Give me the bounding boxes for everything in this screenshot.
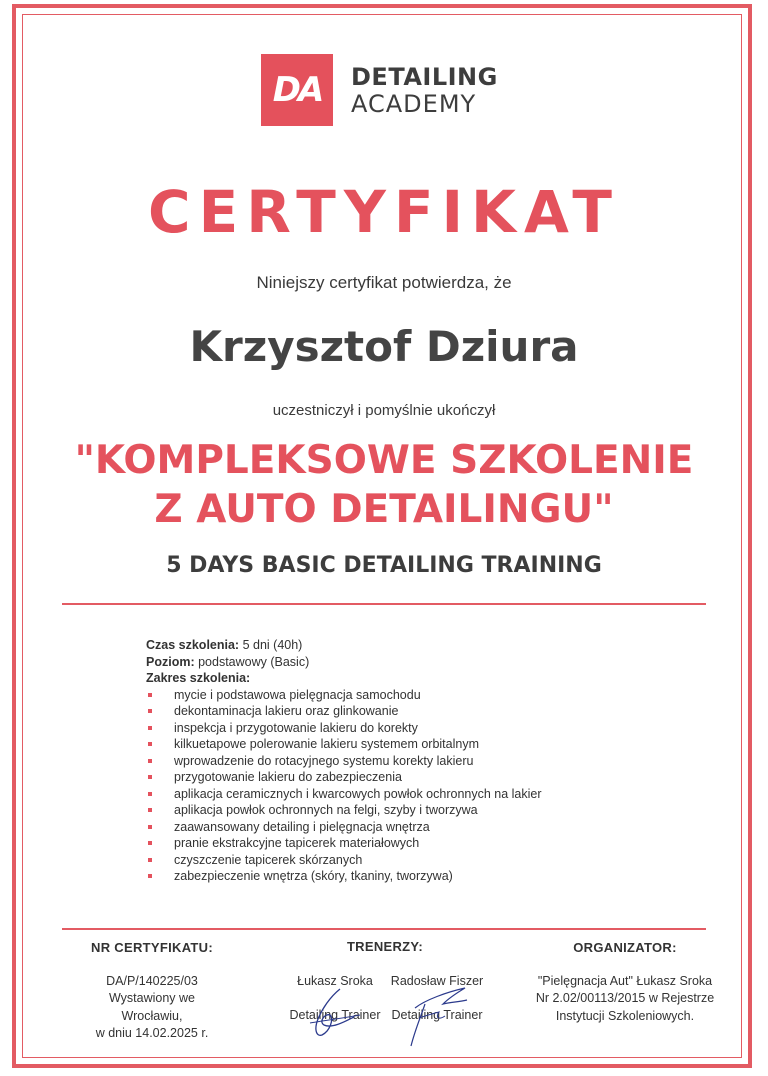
list-item: czyszczenie tapicerek skórzanych (146, 852, 542, 869)
list-item: mycie i podstawowa pielęgnacja samochodu (146, 687, 542, 704)
bullet-icon (148, 693, 152, 697)
bullet-icon (148, 709, 152, 713)
trainer-2-role: Detailing Trainer (391, 1007, 483, 1022)
bullet-icon (148, 775, 152, 779)
bullet-icon (148, 874, 152, 878)
certificate-title: CERTYFIKAT (148, 178, 620, 246)
bullet-icon (148, 841, 152, 845)
bullet-icon (148, 808, 152, 812)
organizer-line-3: Instytucji Szkoleniowych. (555, 1008, 695, 1023)
trainer-1 (280, 973, 390, 1024)
list-item: aplikacja powłok ochronnych na felgi, szyby i tworzywa (146, 802, 542, 819)
logo-mark: DA (261, 54, 333, 126)
level-row (146, 654, 542, 671)
trainer-2 (382, 973, 492, 1024)
list-item: pranie ekstrakcyjne tapicerek materiałowych (146, 835, 542, 852)
bullet-icon (148, 792, 152, 796)
bullet-icon (148, 825, 152, 829)
trainer-1-role: Detailing Trainer (289, 1007, 381, 1022)
organizer-line-2: Nr 2.02/00113/2015 w Rejestrze (535, 991, 715, 1005)
duration-label: Czas szkolenia: (146, 638, 240, 652)
duration-value: 5 dni (40h) (242, 638, 303, 652)
level-label: Poziom: (146, 654, 195, 669)
list-item: aplikacja ceramicznych i kwarcowych powłok ochronnych na lakier (146, 786, 542, 803)
trainers-heading: TRENERZY: (346, 939, 424, 954)
training-details (146, 637, 542, 885)
bullet-icon (148, 742, 152, 746)
scope-row (146, 670, 542, 687)
organizer-block (520, 939, 730, 1025)
issued-line-2: Wrocławiu, (121, 1008, 183, 1023)
trainer-1-name: Łukasz Sroka (297, 974, 373, 988)
list-item: inspekcja i przygotowanie lakieru do korekty (146, 720, 542, 737)
organizer-line-1: "Pielęgnacja Aut" Łukasz Sroka (537, 973, 713, 988)
completed-text: uczestniczył i pomyślnie ukończył (272, 402, 496, 419)
certificate-number: DA/P/140225/03 (106, 973, 198, 988)
course-title-line-1: "KOMPLEKSOWE SZKOLENIE (74, 438, 694, 483)
organizer-heading: ORGANIZATOR: (573, 940, 677, 955)
list-item: wprowadzenie do rotacyjnego systemu korekty lakieru (146, 753, 542, 770)
scope-list (146, 687, 542, 885)
issued-line-1: Wystawiony we (108, 991, 196, 1005)
logo-line-1: DETAILING (351, 62, 498, 91)
trainer-2-name: Radosław Fiszer (390, 974, 484, 988)
level-value: podstawowy (Basic) (198, 654, 310, 669)
list-item: zaawansowany detailing i pielęgnacja wnętrza (146, 819, 542, 836)
list-item: przygotowanie lakieru do zabezpieczenia (146, 769, 542, 786)
logo-text (351, 62, 498, 118)
certificate-number-block (62, 939, 242, 1043)
bullet-icon (148, 726, 152, 730)
bullet-icon (148, 759, 152, 763)
logo-line-2: ACADEMY (351, 89, 477, 118)
list-item: zabezpieczenie wnętrza (skóry, tkaniny, tworzywa) (146, 868, 542, 885)
confirm-text: Niniejszy certyfikat potwierdza, że (256, 273, 512, 292)
divider-top (62, 603, 706, 605)
divider-bottom (62, 928, 706, 930)
duration-row (146, 637, 542, 654)
list-item: dekontaminacja lakieru oraz glinkowanie (146, 703, 542, 720)
bullet-icon (148, 858, 152, 862)
course-title-line-2: Z AUTO DETAILINGU" (154, 487, 614, 532)
logo (261, 54, 498, 126)
inner-border (22, 14, 742, 1058)
recipient-name: Krzysztof Dziura (189, 322, 579, 371)
course-subtitle: 5 DAYS BASIC DETAILING TRAINING (166, 553, 602, 578)
certificate-number-heading: NR CERTYFIKATU: (91, 940, 213, 955)
issued-line-3: w dniu 14.02.2025 r. (95, 1026, 209, 1040)
list-item: kilkuetapowe polerowanie lakieru systemem orbitalnym (146, 736, 542, 753)
scope-label: Zakres szkolenia: (146, 671, 251, 685)
